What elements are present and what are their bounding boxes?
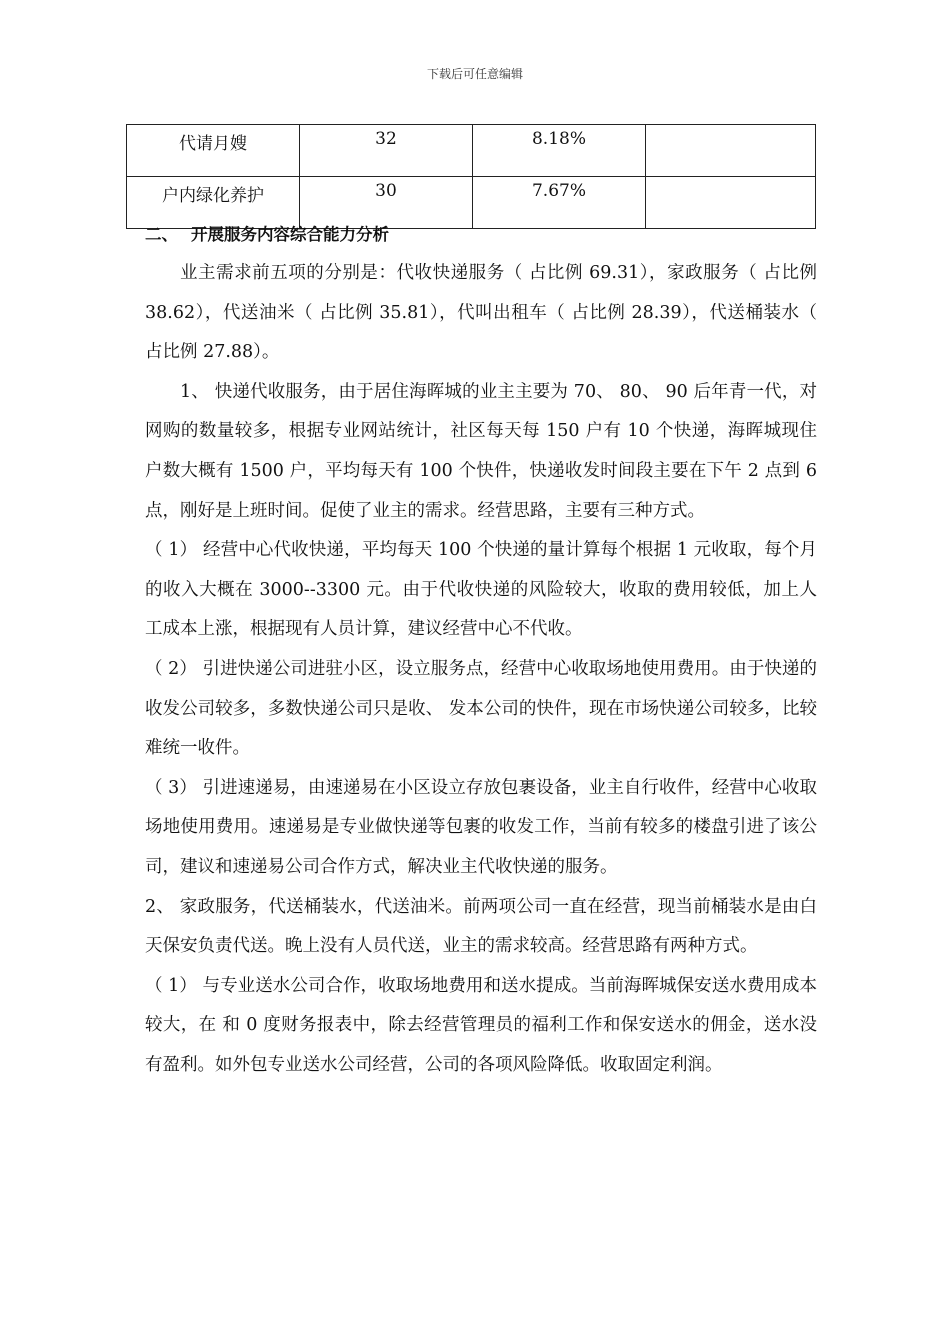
- table-cell-count: 32: [300, 125, 473, 177]
- paragraph-express-service: 1、 快递代收服务，由于居住海晖城的业主主要为 70、 80、 90 后年青一代，对网购的数量较多，根据专业网站统计，社区每天每 150 户有 10 个快递，海晖城现住户数大概有 1500 户，平均每天有 100 个快件，快递收发时间段主要在下午 2 点到 6 点，刚好是上班时间。促使了业主的需求。经营思路，主要有三种方式。: [145, 381, 817, 521]
- table-cell-ratio: 8.18%: [473, 125, 646, 177]
- table-row: [127, 125, 816, 177]
- paragraph-water-option-1: （ 1） 与专业送水公司合作，收取场地费用和送水提成。当前海晖城保安送水费用成本较大，在 和 0 度财务报表中，除去经营管理员的福利工作和保安送水的佣金，送水没有盈利。如外包专业送水公司经营，公司的各项风险降低。收取固定利润。: [145, 975, 817, 1075]
- section-number: 二、: [145, 225, 178, 244]
- header-note: 下载后可任意编辑: [426, 67, 523, 81]
- section-title: 开展服务内容综合能力分析: [191, 225, 389, 244]
- table-row: [127, 177, 816, 229]
- table-cell-name: 户内绿化养护: [127, 177, 300, 229]
- table-cell-extra: [646, 177, 816, 229]
- paragraph-summary: 业主需求前五项的分别是：代收快递服务（ 占比例 69.31），家政服务（ 占比例 38.62），代送油米（ 占比例 35.81），代叫出租车（ 占比例 28.39），代送桶装水（ 占比例 27.88）。: [145, 263, 817, 363]
- service-demand-table: [126, 124, 816, 229]
- table-cell-extra: [646, 125, 816, 177]
- table-cell-name: 代请月嫂: [127, 125, 300, 177]
- section-heading: [145, 222, 817, 248]
- document-body: [145, 222, 817, 1085]
- paragraph-option-2: （ 2） 引进快递公司进驻小区，设立服务点，经营中心收取场地使用费用。由于快递的收发公司较多，多数快递公司只是收、 发本公司的快件，现在市场快递公司较多，比较难统一收件。: [145, 658, 817, 759]
- paragraph-option-3: （ 3） 引进速递易，由速递易在小区设立存放包裹设备，业主自行收件，经营中心收取场地使用费用。速递易是专业做快递等包裹的收发工作，当前有较多的楼盘引进了该公司，建议和速递易公司合作方式，解决业主代收快递的服务。: [145, 777, 817, 877]
- table-cell-count: 30: [300, 177, 473, 229]
- table-cell-ratio: 7.67%: [473, 177, 646, 229]
- paragraph-housekeeping: 2、 家政服务，代送桶装水，代送油米。前两项公司一直在经营，现当前桶装水是由白天保安负责代送。晚上没有人员代送，业主的需求较高。经营思路有两种方式。: [145, 896, 817, 957]
- paragraph-option-1: （ 1） 经营中心代收快递，平均每天 100 个快递的量计算每个根据 1 元收取，每个月的收入大概在 3000--3300 元。由于代收快递的风险较大，收取的费用较低，加上人工成本上涨，根据现有人员计算，建议经营中心不代收。: [145, 540, 817, 640]
